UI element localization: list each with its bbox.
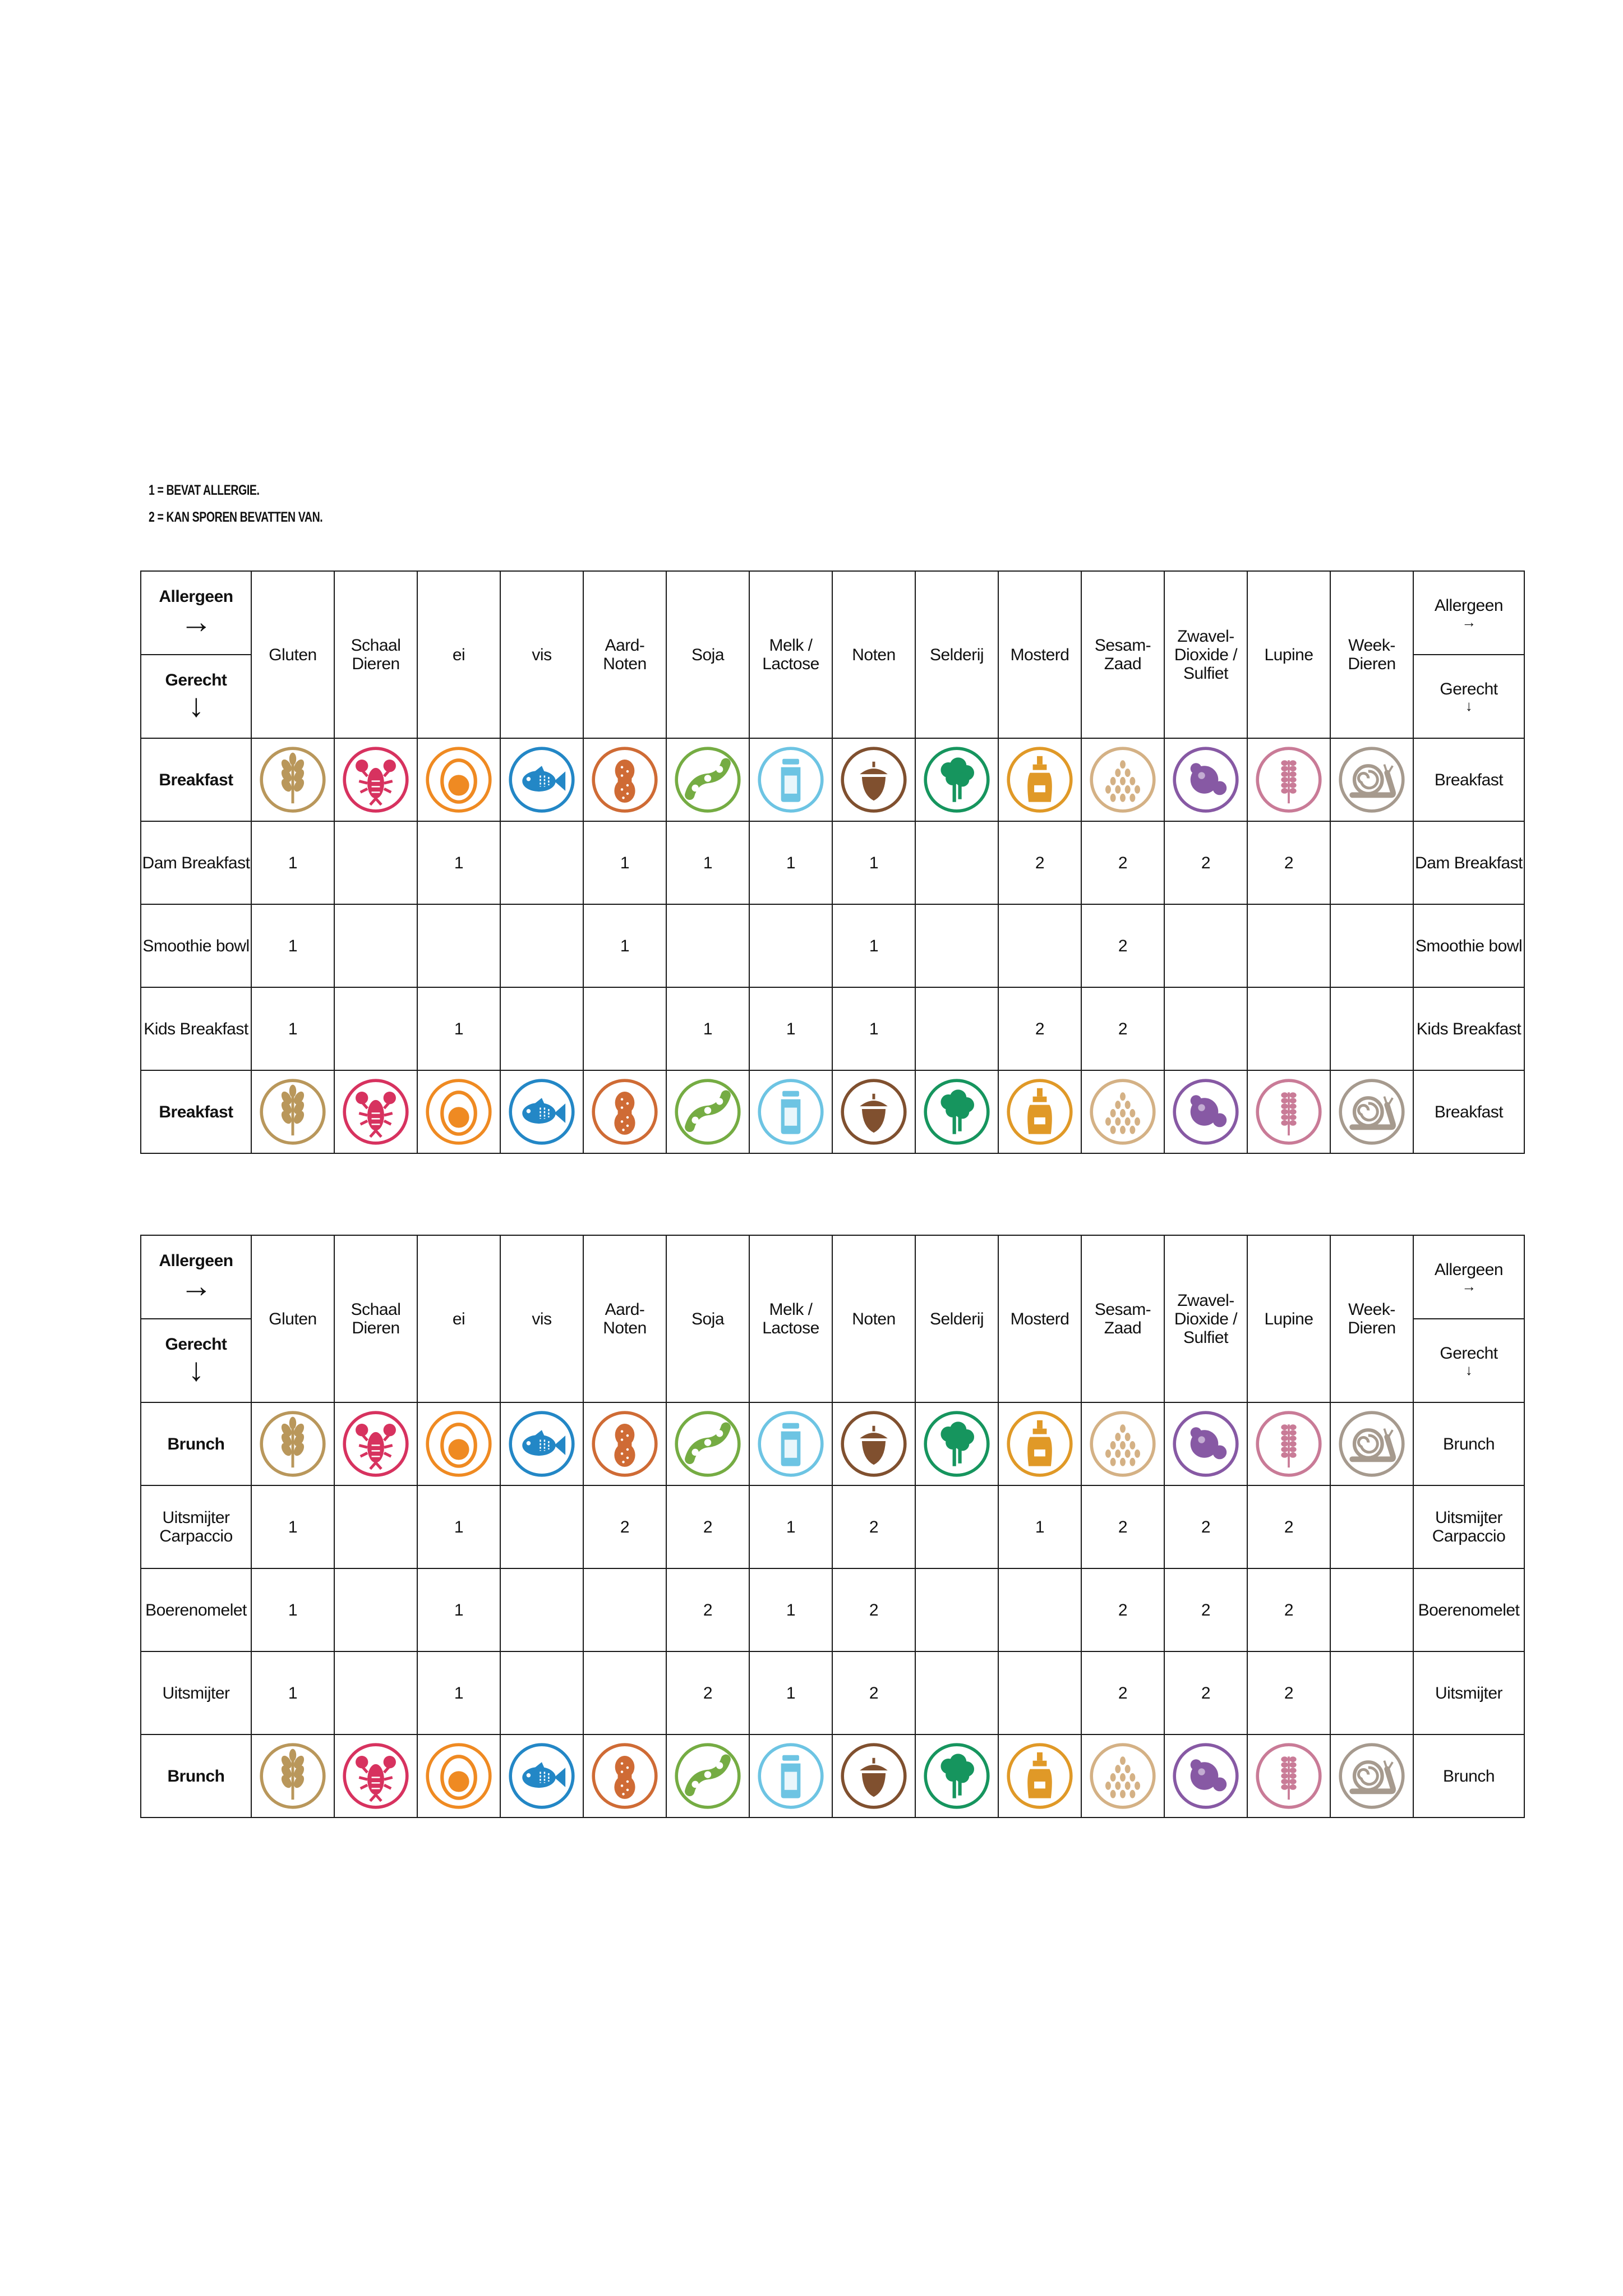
fish-icon <box>501 1077 583 1147</box>
column-header-selderij: Selderij <box>915 1235 998 1402</box>
wheat-icon <box>252 1077 334 1147</box>
wheat-icon <box>252 1409 334 1479</box>
value-cell-soja: 1 <box>666 821 749 904</box>
value-cell-gluten: 1 <box>251 821 334 904</box>
icon-cell-aardnoten <box>583 738 666 821</box>
value-cell-sulfiet: 2 <box>1164 1485 1247 1568</box>
section-label-right: Brunch <box>1413 1734 1524 1818</box>
value-cell-noten: 1 <box>832 987 915 1070</box>
value-cell-soja: 2 <box>666 1568 749 1651</box>
dish-name-right: Kids Breakfast <box>1413 987 1524 1070</box>
value-cell-ei: 1 <box>417 987 500 1070</box>
icon-cell-noten <box>832 1070 915 1153</box>
icon-cell-schaal <box>334 1070 417 1153</box>
milk-icon <box>750 1409 832 1479</box>
table-row <box>141 1568 1524 1651</box>
celery-icon <box>916 745 998 815</box>
icon-cell-ei <box>417 738 500 821</box>
section-label: Breakfast <box>141 1070 251 1153</box>
dish-name-right: Uitsmijter Carpaccio <box>1413 1485 1524 1568</box>
column-header-mosterd: Mosterd <box>998 1235 1081 1402</box>
value-cell-melk: 1 <box>749 1651 832 1734</box>
sulphite-icon <box>1165 1077 1247 1147</box>
icon-cell-vis <box>500 1070 583 1153</box>
section-label-right: Breakfast <box>1413 738 1524 821</box>
value-cell-weekdieren <box>1330 1651 1413 1734</box>
column-header-soja: Soja <box>666 1235 749 1402</box>
peanut-icon <box>584 1409 666 1479</box>
wheat-icon <box>252 1741 334 1811</box>
icon-cell-lupine <box>1247 738 1330 821</box>
milk-icon <box>750 1077 832 1147</box>
icon-cell-vis <box>500 738 583 821</box>
fish-icon <box>501 1409 583 1479</box>
icon-cell-schaal <box>334 1402 417 1485</box>
icon-cell-gluten <box>251 738 334 821</box>
icon-cell-aardnoten <box>583 1070 666 1153</box>
column-header-weekdieren: Week- Dieren <box>1330 1235 1413 1402</box>
value-cell-aardnoten: 1 <box>583 821 666 904</box>
value-cell-soja <box>666 904 749 987</box>
sulphite-icon <box>1165 1409 1247 1479</box>
value-cell-gluten: 1 <box>251 1651 334 1734</box>
dish-name-right: Uitsmijter <box>1413 1651 1524 1734</box>
lobster-icon <box>335 745 417 815</box>
corner-header-right <box>1413 571 1524 738</box>
snail-icon <box>1331 745 1413 815</box>
value-cell-ei: 1 <box>417 1651 500 1734</box>
peanut-icon <box>584 1077 666 1147</box>
allergen-table-breakfast <box>140 570 1525 1154</box>
icon-cell-sulfiet <box>1164 1070 1247 1153</box>
value-cell-melk: 1 <box>749 821 832 904</box>
value-cell-aardnoten <box>583 1568 666 1651</box>
value-cell-melk: 1 <box>749 987 832 1070</box>
column-header-weekdieren: Week- Dieren <box>1330 571 1413 738</box>
column-header-melk: Melk / Lactose <box>749 1235 832 1402</box>
value-cell-gluten: 1 <box>251 1568 334 1651</box>
egg-icon <box>418 1409 500 1479</box>
corner-allergeen-label: Allergeen <box>159 587 233 606</box>
sesame-icon <box>1082 745 1164 815</box>
peanut-icon <box>584 1741 666 1811</box>
value-cell-sesam: 2 <box>1081 1568 1164 1651</box>
value-cell-noten: 1 <box>832 821 915 904</box>
column-header-sesam: Sesam- Zaad <box>1081 1235 1164 1402</box>
acorn-icon <box>833 1409 915 1479</box>
dish-name: Uitsmijter Carpaccio <box>141 1485 251 1568</box>
value-cell-ei: 1 <box>417 1568 500 1651</box>
snail-icon <box>1331 1077 1413 1147</box>
value-cell-aardnoten: 2 <box>583 1485 666 1568</box>
arrow-right-small-icon: → <box>1461 1278 1476 1295</box>
value-cell-lupine: 2 <box>1247 1568 1330 1651</box>
corner-allergeen-label-right: Allergeen <box>1434 596 1504 615</box>
value-cell-selderij <box>915 1485 998 1568</box>
corner-header <box>141 571 251 738</box>
column-header-selderij: Selderij <box>915 571 998 738</box>
icon-cell-sesam <box>1081 1070 1164 1153</box>
value-cell-vis <box>500 1485 583 1568</box>
icon-cell-melk <box>749 1734 832 1818</box>
sesame-icon <box>1082 1077 1164 1147</box>
column-header-aardnoten: Aard- Noten <box>583 1235 666 1402</box>
value-cell-vis <box>500 1651 583 1734</box>
fish-icon <box>501 745 583 815</box>
value-cell-mosterd <box>998 1651 1081 1734</box>
lupin-icon <box>1248 1077 1330 1147</box>
acorn-icon <box>833 1077 915 1147</box>
celery-icon <box>916 1409 998 1479</box>
icon-cell-soja <box>666 1402 749 1485</box>
table-row <box>141 1485 1524 1568</box>
value-cell-sesam: 2 <box>1081 821 1164 904</box>
value-cell-lupine <box>1247 987 1330 1070</box>
column-header-mosterd: Mosterd <box>998 571 1081 738</box>
value-cell-noten: 2 <box>832 1651 915 1734</box>
lupin-icon <box>1248 745 1330 815</box>
icon-cell-weekdieren <box>1330 1734 1413 1818</box>
value-cell-selderij <box>915 987 998 1070</box>
value-cell-ei: 1 <box>417 1485 500 1568</box>
value-cell-schaal <box>334 1568 417 1651</box>
value-cell-sesam: 2 <box>1081 987 1164 1070</box>
value-cell-weekdieren <box>1330 821 1413 904</box>
lobster-icon <box>335 1409 417 1479</box>
value-cell-ei <box>417 904 500 987</box>
snail-icon <box>1331 1741 1413 1811</box>
column-header-gluten: Gluten <box>251 1235 334 1402</box>
value-cell-melk: 1 <box>749 1568 832 1651</box>
mustard-icon <box>999 745 1081 815</box>
table-row <box>141 821 1524 904</box>
icon-cell-selderij <box>915 1734 998 1818</box>
value-cell-mosterd: 1 <box>998 1485 1081 1568</box>
corner-header-right <box>1413 1235 1524 1402</box>
icon-cell-selderij <box>915 738 998 821</box>
arrow-down-small-icon: ↓ <box>1465 1361 1473 1378</box>
value-cell-mosterd: 2 <box>998 987 1081 1070</box>
icon-cell-selderij <box>915 1070 998 1153</box>
icon-row-bottom <box>141 1070 1524 1153</box>
arrow-right-icon: → <box>179 604 213 640</box>
legend <box>149 477 322 531</box>
wheat-icon <box>252 745 334 815</box>
lupin-icon <box>1248 1741 1330 1811</box>
icon-cell-mosterd <box>998 1070 1081 1153</box>
column-header-sulfiet: Zwavel- Dioxide / Sulfiet <box>1164 1235 1247 1402</box>
column-header-vis: vis <box>500 571 583 738</box>
value-cell-aardnoten <box>583 987 666 1070</box>
value-cell-mosterd: 2 <box>998 821 1081 904</box>
icon-cell-gluten <box>251 1734 334 1818</box>
table-row <box>141 1651 1524 1734</box>
dish-name: Dam Breakfast <box>141 821 251 904</box>
column-header-aardnoten: Aard- Noten <box>583 571 666 738</box>
value-cell-soja: 2 <box>666 1651 749 1734</box>
section-label: Breakfast <box>141 738 251 821</box>
value-cell-selderij <box>915 821 998 904</box>
egg-icon <box>418 1077 500 1147</box>
value-cell-sulfiet: 2 <box>1164 1568 1247 1651</box>
dish-name: Uitsmijter <box>141 1651 251 1734</box>
value-cell-aardnoten: 1 <box>583 904 666 987</box>
column-header-melk: Melk / Lactose <box>749 571 832 738</box>
soy-icon <box>667 1409 749 1479</box>
soy-icon <box>667 745 749 815</box>
column-header-noten: Noten <box>832 571 915 738</box>
value-cell-lupine: 2 <box>1247 821 1330 904</box>
column-header-vis: vis <box>500 1235 583 1402</box>
icon-cell-soja <box>666 1070 749 1153</box>
icon-cell-ei <box>417 1734 500 1818</box>
arrow-down-icon: ↓ <box>188 687 204 724</box>
icon-cell-gluten <box>251 1402 334 1485</box>
icon-cell-sulfiet <box>1164 1402 1247 1485</box>
value-cell-sulfiet: 2 <box>1164 1651 1247 1734</box>
column-header-noten: Noten <box>832 1235 915 1402</box>
mustard-icon <box>999 1409 1081 1479</box>
fish-icon <box>501 1741 583 1811</box>
icon-cell-weekdieren <box>1330 1402 1413 1485</box>
value-cell-schaal <box>334 1651 417 1734</box>
dish-name-right: Boerenomelet <box>1413 1568 1524 1651</box>
value-cell-noten: 2 <box>832 1485 915 1568</box>
icon-row-top <box>141 738 1524 821</box>
corner-gerecht-label-right: Gerecht <box>1440 680 1498 698</box>
corner-gerecht-label: Gerecht <box>165 671 227 689</box>
icon-cell-ei <box>417 1402 500 1485</box>
acorn-icon <box>833 1741 915 1811</box>
corner-allergeen-label-right: Allergeen <box>1434 1260 1504 1279</box>
value-cell-mosterd <box>998 1568 1081 1651</box>
legend-line-1: 1 = BEVAT ALLERGIE. <box>149 482 260 498</box>
value-cell-vis <box>500 821 583 904</box>
mustard-icon <box>999 1077 1081 1147</box>
icon-cell-sesam <box>1081 738 1164 821</box>
section-label-right: Brunch <box>1413 1402 1524 1485</box>
dish-name: Boerenomelet <box>141 1568 251 1651</box>
value-cell-sulfiet: 2 <box>1164 821 1247 904</box>
icon-cell-sulfiet <box>1164 738 1247 821</box>
arrow-down-icon: ↓ <box>188 1351 204 1388</box>
milk-icon <box>750 745 832 815</box>
snail-icon <box>1331 1409 1413 1479</box>
dish-name: Kids Breakfast <box>141 987 251 1070</box>
icon-row-top <box>141 1402 1524 1485</box>
column-header-lupine: Lupine <box>1247 571 1330 738</box>
table-row <box>141 987 1524 1070</box>
value-cell-lupine <box>1247 904 1330 987</box>
icon-cell-sulfiet <box>1164 1734 1247 1818</box>
sulphite-icon <box>1165 745 1247 815</box>
value-cell-ei: 1 <box>417 821 500 904</box>
value-cell-weekdieren <box>1330 1568 1413 1651</box>
value-cell-sulfiet <box>1164 987 1247 1070</box>
icon-cell-melk <box>749 1402 832 1485</box>
value-cell-weekdieren <box>1330 987 1413 1070</box>
icon-cell-mosterd <box>998 1402 1081 1485</box>
column-header-lupine: Lupine <box>1247 1235 1330 1402</box>
icon-cell-sesam <box>1081 1734 1164 1818</box>
value-cell-soja: 1 <box>666 987 749 1070</box>
value-cell-schaal <box>334 904 417 987</box>
egg-icon <box>418 1741 500 1811</box>
lobster-icon <box>335 1077 417 1147</box>
value-cell-noten: 2 <box>832 1568 915 1651</box>
icon-cell-ei <box>417 1070 500 1153</box>
value-cell-selderij <box>915 1568 998 1651</box>
icon-cell-lupine <box>1247 1734 1330 1818</box>
column-header-sesam: Sesam- Zaad <box>1081 571 1164 738</box>
value-cell-lupine: 2 <box>1247 1651 1330 1734</box>
dish-name-right: Smoothie bowl <box>1413 904 1524 987</box>
value-cell-melk: 1 <box>749 1485 832 1568</box>
icon-cell-mosterd <box>998 738 1081 821</box>
sesame-icon <box>1082 1409 1164 1479</box>
value-cell-schaal <box>334 987 417 1070</box>
section-label: Brunch <box>141 1734 251 1818</box>
column-header-ei: ei <box>417 571 500 738</box>
value-cell-selderij <box>915 904 998 987</box>
icon-cell-weekdieren <box>1330 1070 1413 1153</box>
peanut-icon <box>584 745 666 815</box>
value-cell-sulfiet <box>1164 904 1247 987</box>
value-cell-mosterd <box>998 904 1081 987</box>
milk-icon <box>750 1741 832 1811</box>
value-cell-noten: 1 <box>832 904 915 987</box>
icon-cell-vis <box>500 1402 583 1485</box>
icon-cell-gluten <box>251 1070 334 1153</box>
icon-row-bottom <box>141 1734 1524 1818</box>
value-cell-weekdieren <box>1330 904 1413 987</box>
arrow-right-icon: → <box>179 1268 213 1304</box>
value-cell-sesam: 2 <box>1081 904 1164 987</box>
value-cell-gluten: 1 <box>251 904 334 987</box>
column-header-soja: Soja <box>666 571 749 738</box>
mustard-icon <box>999 1741 1081 1811</box>
acorn-icon <box>833 745 915 815</box>
icon-cell-schaal <box>334 738 417 821</box>
icon-cell-lupine <box>1247 1070 1330 1153</box>
dish-name-right: Dam Breakfast <box>1413 821 1524 904</box>
column-header-sulfiet: Zwavel- Dioxide / Sulfiet <box>1164 571 1247 738</box>
icon-cell-noten <box>832 1734 915 1818</box>
value-cell-aardnoten <box>583 1651 666 1734</box>
value-cell-soja: 2 <box>666 1485 749 1568</box>
icon-cell-vis <box>500 1734 583 1818</box>
legend-line-2: 2 = KAN SPOREN BEVATTEN VAN. <box>149 509 323 525</box>
value-cell-gluten: 1 <box>251 987 334 1070</box>
corner-gerecht-label: Gerecht <box>165 1335 227 1354</box>
value-cell-gluten: 1 <box>251 1485 334 1568</box>
corner-header <box>141 1235 251 1402</box>
icon-cell-melk <box>749 1070 832 1153</box>
icon-cell-lupine <box>1247 1402 1330 1485</box>
sesame-icon <box>1082 1741 1164 1811</box>
icon-cell-weekdieren <box>1330 738 1413 821</box>
column-header-gluten: Gluten <box>251 571 334 738</box>
celery-icon <box>916 1741 998 1811</box>
column-header-schaal: Schaal Dieren <box>334 1235 417 1402</box>
icon-cell-schaal <box>334 1734 417 1818</box>
value-cell-schaal <box>334 821 417 904</box>
value-cell-vis <box>500 904 583 987</box>
section-label: Brunch <box>141 1402 251 1485</box>
arrow-right-small-icon: → <box>1461 614 1476 631</box>
arrow-down-small-icon: ↓ <box>1465 697 1473 714</box>
value-cell-sesam: 2 <box>1081 1485 1164 1568</box>
value-cell-vis <box>500 1568 583 1651</box>
lobster-icon <box>335 1741 417 1811</box>
icon-cell-noten <box>832 738 915 821</box>
soy-icon <box>667 1077 749 1147</box>
icon-cell-selderij <box>915 1402 998 1485</box>
value-cell-melk <box>749 904 832 987</box>
soy-icon <box>667 1741 749 1811</box>
allergen-table-brunch <box>140 1235 1525 1818</box>
column-header-schaal: Schaal Dieren <box>334 571 417 738</box>
icon-cell-soja <box>666 738 749 821</box>
icon-cell-sesam <box>1081 1402 1164 1485</box>
celery-icon <box>916 1077 998 1147</box>
icon-cell-aardnoten <box>583 1734 666 1818</box>
icon-cell-mosterd <box>998 1734 1081 1818</box>
icon-cell-aardnoten <box>583 1402 666 1485</box>
icon-cell-soja <box>666 1734 749 1818</box>
value-cell-selderij <box>915 1651 998 1734</box>
value-cell-schaal <box>334 1485 417 1568</box>
dish-name: Smoothie bowl <box>141 904 251 987</box>
lupin-icon <box>1248 1409 1330 1479</box>
value-cell-lupine: 2 <box>1247 1485 1330 1568</box>
column-header-ei: ei <box>417 1235 500 1402</box>
value-cell-vis <box>500 987 583 1070</box>
icon-cell-noten <box>832 1402 915 1485</box>
value-cell-sesam: 2 <box>1081 1651 1164 1734</box>
corner-gerecht-label-right: Gerecht <box>1440 1344 1498 1363</box>
value-cell-weekdieren <box>1330 1485 1413 1568</box>
section-label-right: Breakfast <box>1413 1070 1524 1153</box>
sulphite-icon <box>1165 1741 1247 1811</box>
icon-cell-melk <box>749 738 832 821</box>
table-row <box>141 904 1524 987</box>
corner-allergeen-label: Allergeen <box>159 1251 233 1270</box>
egg-icon <box>418 745 500 815</box>
